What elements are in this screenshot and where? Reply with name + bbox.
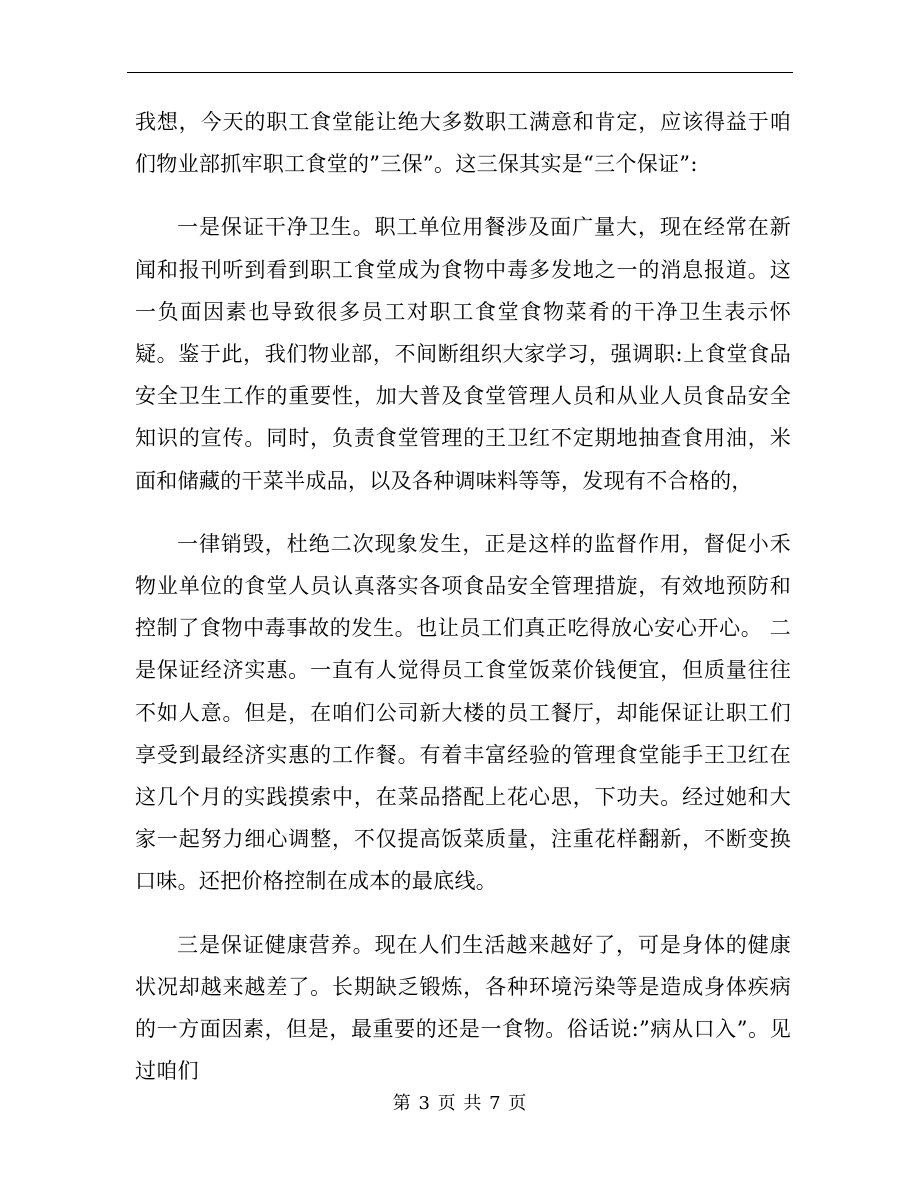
paragraph-economy: 一律销毁，杜绝二次现象发生，正是这样的监督作用，督促小禾物业单位的食堂人员认真落实各项食品安全管理措旋，有效地预防和控制了食物中毒事故的发生。也让员工们真正吃得放心安心开心。 二是保证经济实惠。一直有人觉得员工食堂饭菜价钱便宜，但质量往往不如人意。但是，在咱们公司新大楼的员工餐厅，却能保证让职工们享受到最经济实惠的工作餐。有着丰富经验的管理食堂能手王卫红在这几个月的实践摸索中，在菜品搭配上花心思，下功夫。经过她和大家一起努力细心调整，不仅提高饭菜质量，注重花样翻新，不断变换口味。还把价格控制在成本的最底线。 bbox=[135, 531, 791, 894]
header-rule bbox=[127, 72, 793, 73]
paragraph-hygiene: 一是保证干净卫生。职工单位用餐涉及面广量大，现在经常在新闻和报刊听到看到职工食堂成为食物中毒多发地之一的消息报道。这一负面因素也导致很多员工对职工食堂食物菜肴的干净卫生表示怀疑。鉴于此，我们物业部，不间断组织大家学习，强调职:上食堂食品安全卫生工作的重要性，加大普及食堂管理人员和从业人员食品安全知识的宣传。同时，负责食堂管理的王卫红不定期地抽查食用油，米面和储藏的干菜半成品，以及各种调味料等等，发现有不合格的， bbox=[135, 215, 791, 493]
paragraph-nutrition: 三是保证健康营养。现在人们生活越来越好了，可是身体的健康状况却越来越差了。长期缺乏锻炼，各种环境污染等是造成身体疾病的一方面因素，但是，最重要的还是一食物。俗话说:”病从口入”。见过咱们 bbox=[135, 932, 791, 1084]
paragraph-intro: 我想，今天的职工食堂能让绝大多数职工满意和肯定，应该得益于咱们物业部抓牢职工食堂的”三保”。这三保其实是“三个保证”: bbox=[135, 110, 791, 177]
page-number: 第 3 页 共 7 页 bbox=[392, 1093, 528, 1114]
document-body bbox=[135, 101, 791, 1092]
